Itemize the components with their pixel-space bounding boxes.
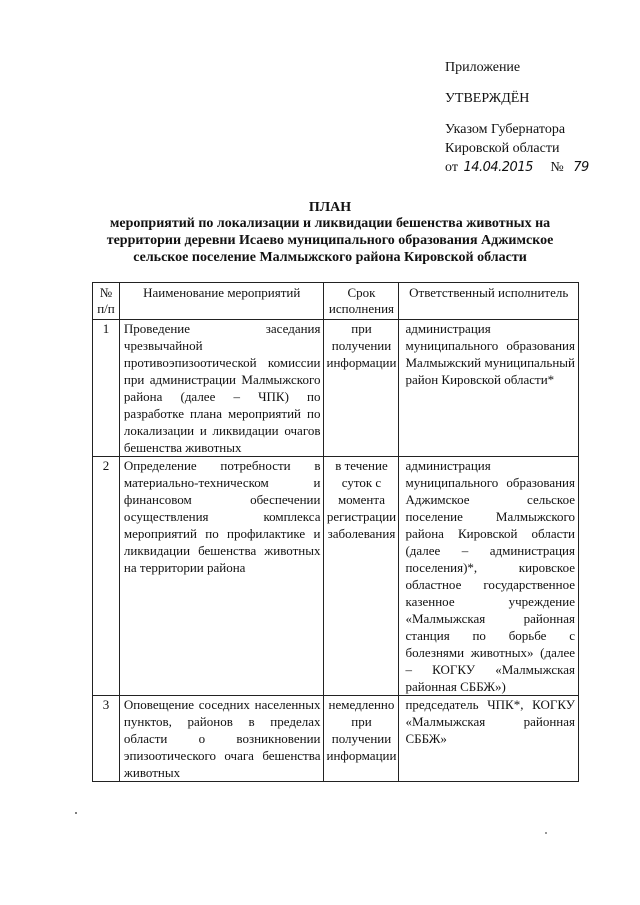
page-title: ПЛАН bbox=[308, 200, 352, 215]
page-subtitle: мероприятий по локализации и ликвидации бешенства животных на территории деревни Исаево муниципального образования Аджимское сельское поселение Малмыжского района Кировской области bbox=[106, 216, 554, 265]
plan-table bbox=[92, 282, 579, 782]
row-number: 1 bbox=[93, 320, 120, 457]
row-responsible: администрация муниципального образования Аджимское сельское поселение Малмыжского района Кировской области (далее – администрация поселения)*, кировское областное государственное казенное учреждение «Малмыжская районная станция по борьбе с болезнями животных» (далее – КОГКУ «Малмыжская районная СББЖ») bbox=[399, 457, 579, 696]
table-row bbox=[93, 320, 579, 457]
column-header-name: Наименование мероприятий bbox=[119, 283, 324, 320]
row-number: 3 bbox=[93, 696, 120, 782]
approval-block bbox=[445, 58, 589, 177]
table-row bbox=[93, 457, 579, 696]
row-term: немедленно при получении информации bbox=[324, 696, 399, 782]
row-activity: Оповещение соседних населенных пунктов, районов в пределах области о возникновении эпизоотического очага бешенства животных bbox=[119, 696, 324, 782]
row-responsible: председатель ЧПК*, КОГКУ «Малмыжская районная СББЖ» bbox=[399, 696, 579, 782]
row-number: 2 bbox=[93, 457, 120, 696]
appendix-label: Приложение bbox=[445, 60, 521, 75]
column-header-num: № п/п bbox=[93, 283, 120, 320]
date-prefix: от bbox=[445, 160, 458, 175]
approved-stamp-text: УТВЕРЖДЁН bbox=[445, 91, 530, 106]
decree-date: 14.04.2015 bbox=[463, 160, 533, 175]
decree-number: 79 bbox=[573, 160, 589, 175]
number-label: № bbox=[550, 160, 564, 175]
column-header-responsible: Ответственный исполнитель bbox=[399, 283, 579, 320]
scan-speck bbox=[75, 812, 77, 814]
row-activity: Определение потребности в материально-техническом и финансовом обеспечении осуществления комплекса мероприятий по профилактике и ликвидации бешенства животных на территории района bbox=[119, 457, 324, 696]
row-term: в течение суток с момента регистрации заболевания bbox=[324, 457, 399, 696]
decree-label: Указом Губернатора bbox=[445, 122, 566, 137]
column-header-term: Срок исполнения bbox=[324, 283, 399, 320]
decree-date-row bbox=[445, 158, 589, 177]
row-activity: Проведение заседания чрезвычайной противоэпизоотической комиссии при администрации Малмыжского района (далее – ЧПК) по разработке плана мероприятий по локализации и ликвидации очагов бешенства животных bbox=[119, 320, 324, 457]
row-responsible: администрация муниципального образования Малмыжский муниципальный район Кировской области* bbox=[399, 320, 579, 457]
table-header-row bbox=[93, 283, 579, 320]
scan-speck bbox=[545, 832, 547, 834]
region-label: Кировской области bbox=[445, 141, 560, 156]
row-term: при получении информации bbox=[324, 320, 399, 457]
table-row bbox=[93, 696, 579, 782]
